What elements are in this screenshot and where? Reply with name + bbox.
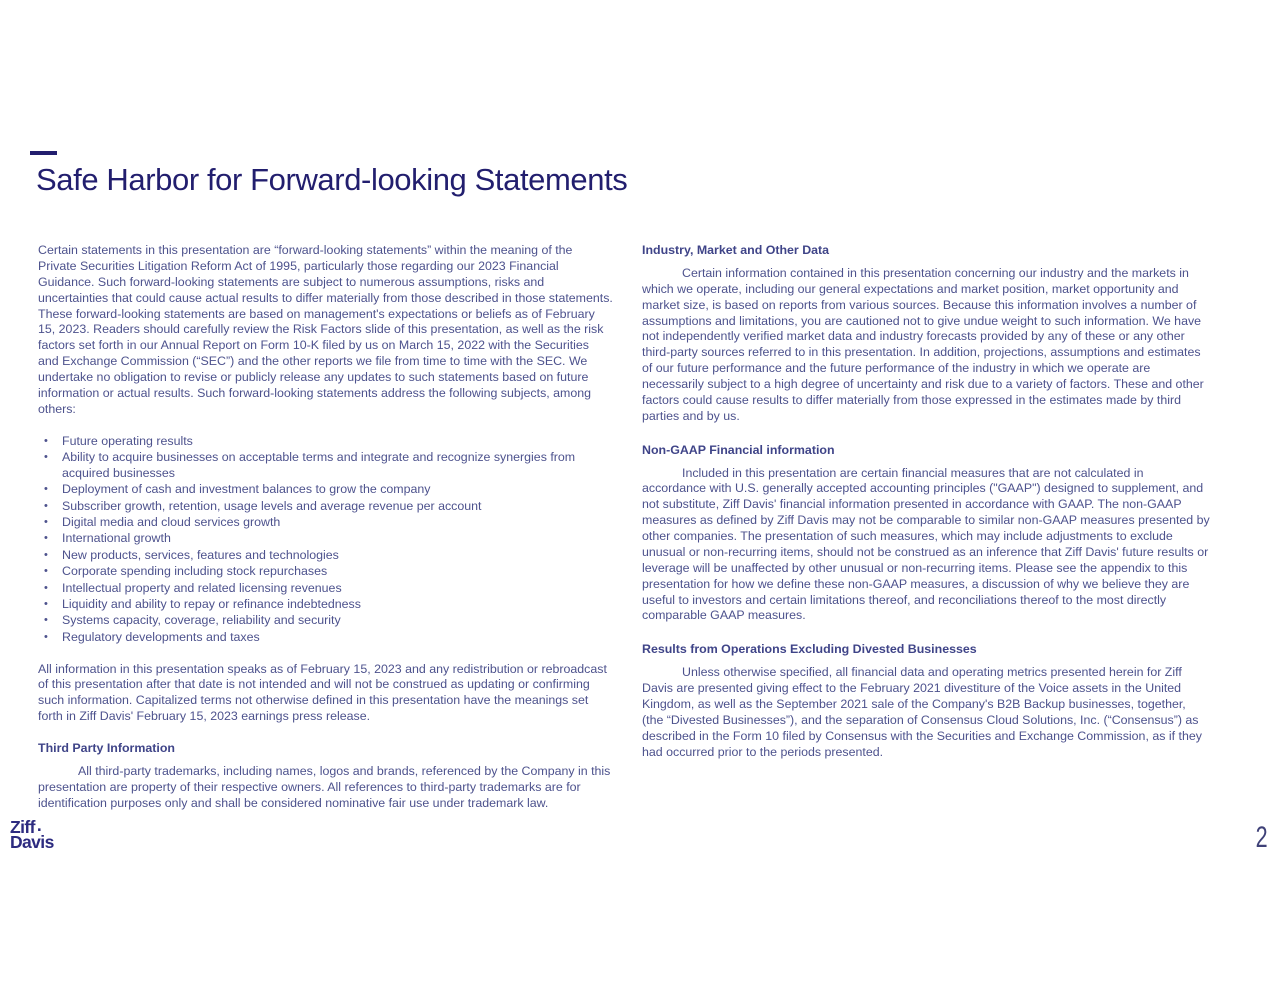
bullet-item: • New products, services, features and technologies [38, 548, 613, 564]
third-party-information-header: Third Party Information [38, 741, 175, 755]
section-third-party-information [38, 741, 613, 812]
left-column [38, 243, 613, 830]
section-results-excluding-divested [642, 642, 1210, 760]
content-columns [38, 243, 1210, 830]
results-excluding-divested-body: Unless otherwise specified, all financial data and operating metrics presented herein for Ziff Davis are presented giving effect to the February 2021 divestiture of the Voice assets in the United Kingdom, as well as the September 2021 sale of the Company's B2B Backup businesses, together, (the “Divested Businesses”), and the separation of Consensus Cloud Solutions, Inc. (“Consensus”) as described in the Form 10 filed by Consensus with the Securities and Exchange Commission, as if they had occurred prior to the periods presented. [642, 665, 1202, 759]
bullet-item: • Regulatory developments and taxes [38, 630, 613, 646]
bullet-item: • Deployment of cash and investment balances to grow the company [38, 482, 613, 498]
ziff-davis-logo [10, 815, 54, 852]
bullet-item: • Intellectual property and related licensing revenues [38, 581, 613, 597]
bullet-item: • Corporate spending including stock repurchases [38, 564, 613, 580]
logo-line-2: Davis [10, 831, 54, 852]
bullet-item: • Liquidity and ability to repay or refinance indebtedness [38, 597, 613, 613]
page-title: Safe Harbor for Forward-looking Statements [36, 162, 628, 197]
non-gaap-information-header: Non-GAAP Financial information [642, 442, 835, 457]
section-non-gaap-information [642, 443, 1210, 625]
bullet-item: • Ability to acquire businesses on acceptable terms and integrate and recognize synergies from acquired businesses [38, 450, 613, 482]
forward-looking-subjects-list [38, 434, 613, 646]
forward-looking-intro-paragraph: Certain statements in this presentation are “forward-looking statements” within the meaning of the Private Securities Litigation Reform Act of 1995, particularly those regarding our 2023 Financial Guidance. Such forward-looking statements are subject to numerous assumptions, risks and uncertainties that could cause actual results to differ materially from those described in those statements. These forward-looking statements are based on management's expectations or beliefs as of February 15, 2023. Readers should carefully review the Risk Factors slide of this presentation, as well as the risk factors set forth in our Annual Report on Form 10-K filed by us on March 15, 2022 with the Securities and Exchange Commission (“SEC”) and the other reports we file from time to time with the SEC. We undertake no obligation to revise or publicly release any updates to such statements based on future information or actual results. Such forward-looking statements address the following subjects, among others: [38, 243, 613, 416]
third-party-information-body: All third-party trademarks, including names, logos and brands, referenced by the Company in this presentation are property of their respective owners. All references to third-party trademarks are for identification purposes only and shall be considered nominative fair use under trademark law. [38, 763, 611, 810]
page-number: 2 [1255, 821, 1268, 854]
non-gaap-information-body: Included in this presentation are certain financial measures that are not calculated in accordance with U.S. generally accepted accounting principles ("GAAP") designed to supplement, and not substitute, Ziff Davis' financial information presented in accordance with GAAP. The non-GAAP measures as defined by Ziff Davis may not be comparable to similar non-GAAP measures presented by other companies. The presentation of such measures, which may include adjustments to exclude unusual or non-recurring items, should not be construed as an inference that Ziff Davis' future results or leverage will be unaffected by other unusual or non-recurring items. Please see the appendix to this presentation for how we define these non-GAAP measures, a discussion of why we believe they are useful to investors and certain limitations thereof, and reconciliations thereof to the most directly comparable GAAP measures. [642, 465, 1210, 623]
bullet-item: • International growth [38, 531, 613, 547]
bullet-item: • Systems capacity, coverage, reliability and security [38, 613, 613, 629]
results-excluding-divested-header: Results from Operations Excluding Divested Businesses [642, 642, 977, 657]
industry-market-data-body: Certain information contained in this presentation concerning our industry and the markets in which we operate, including our general expectations and market position, market opportunity and market size, is based on reports from various sources. Because this information involves a number of assumptions and limitations, you are cautioned not to give undue weight to such information. We have not independently verified market data and industry forecasts provided by any of these or any other third-party sources referred to in this presentation. In addition, projections, assumptions and estimates of our future performance and the future performance of the industry in which we operate are necessarily subject to a high degree of uncertainty and risk due to a variety of factors. These and other factors could cause results to differ materially from those expressed in the estimates made by third parties and by us. [642, 265, 1204, 423]
logo-dot: . [36, 815, 42, 835]
speaks-as-of-paragraph: All information in this presentation speaks as of February 15, 2023 and any redistribution or rebroadcast of this presentation after that date is not intended and will not be construed as updating or confirming such information. Capitalized terms not otherwise defined in this presentation have the meanings set forth in Ziff Davis' February 15, 2023 earnings press release. [38, 661, 607, 724]
logo-line-1: Ziff . [10, 815, 42, 837]
bullet-item: • Future operating results [38, 434, 613, 450]
right-column [642, 243, 1210, 830]
bullet-item: • Subscriber growth, retention, usage levels and average revenue per account [38, 499, 613, 515]
industry-market-data-header: Industry, Market and Other Data [642, 243, 830, 257]
section-industry-market-data [642, 243, 1210, 425]
title-accent-dash [30, 151, 57, 155]
bullet-item: • Digital media and cloud services growth [38, 515, 613, 531]
